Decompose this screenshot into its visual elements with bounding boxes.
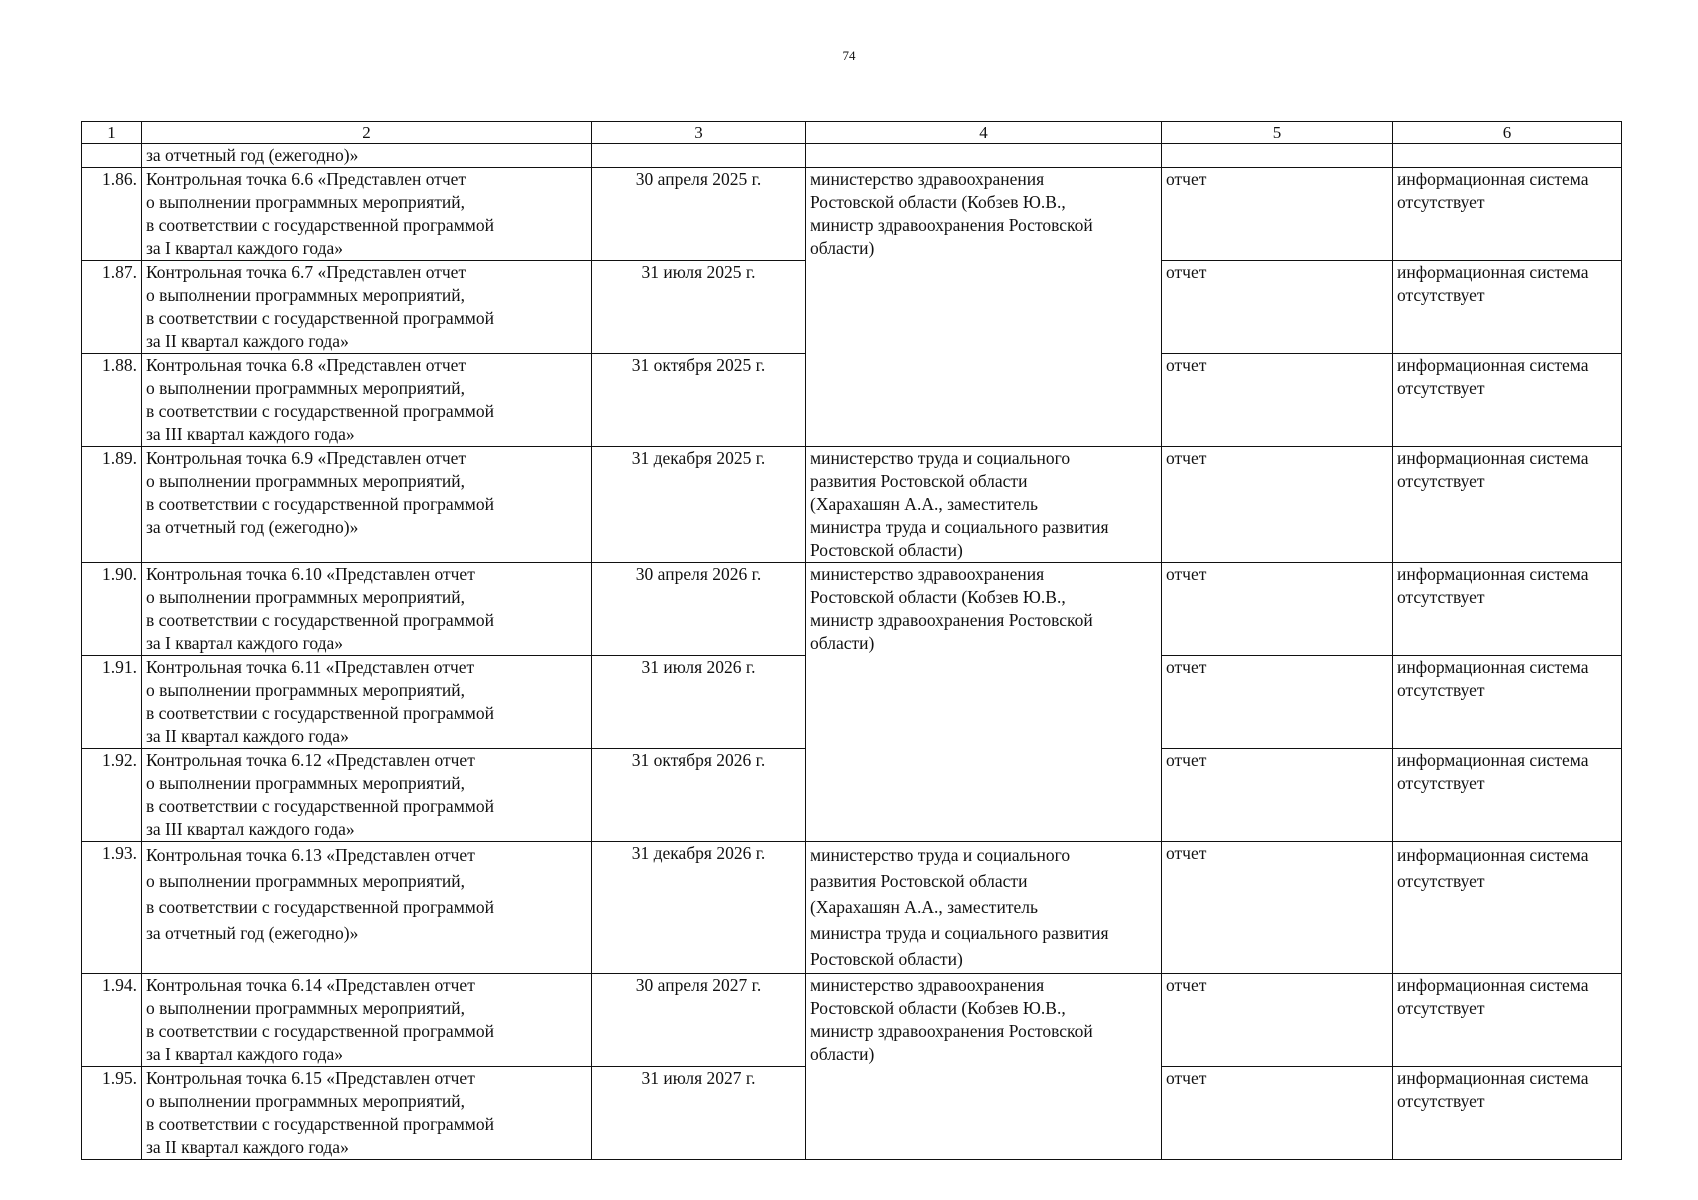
row-number: 1.88. [82, 354, 142, 447]
info-system: информационная система отсутствует [1393, 656, 1622, 749]
point-name: Контрольная точка 6.6 «Представлен отчет о выполнении программных мероприятий, в соответствии с государственной программой за I квартал каждого года» [142, 168, 592, 261]
document-type: отчет [1162, 354, 1393, 447]
document-type: отчет [1162, 656, 1393, 749]
table-row [82, 447, 1622, 563]
point-name: Контрольная точка 6.14 «Представлен отчет о выполнении программных мероприятий, в соответствии с государственной программой за I квартал каждого года» [142, 974, 592, 1067]
document-type [1162, 144, 1393, 168]
column-header: 4 [806, 122, 1162, 144]
executor: министерство здравоохранения Ростовской области (Кобзев Ю.В., министр здравоохранения Ростовской области) [806, 168, 1162, 447]
due-date: 31 декабря 2025 г. [592, 447, 806, 563]
table-row [82, 974, 1622, 1067]
point-name: Контрольная точка 6.13 «Представлен отчет о выполнении программных мероприятий, в соответствии с государственной программой за отчетный год (ежегодно)» [142, 842, 592, 974]
due-date [592, 144, 806, 168]
point-name: за отчетный год (ежегодно)» [142, 144, 592, 168]
page-number: 74 [842, 48, 856, 63]
table-row [82, 168, 1622, 261]
point-name: Контрольная точка 6.12 «Представлен отчет о выполнении программных мероприятий, в соответствии с государственной программой за III квартал каждого года» [142, 749, 592, 842]
point-name: Контрольная точка 6.15 «Представлен отчет о выполнении программных мероприятий, в соответствии с государственной программой за II квартал каждого года» [142, 1067, 592, 1160]
table-row [82, 563, 1622, 656]
point-name: Контрольная точка 6.9 «Представлен отчет о выполнении программных мероприятий, в соответствии с государственной программой за отчетный год (ежегодно)» [142, 447, 592, 563]
info-system: информационная система отсутствует [1393, 261, 1622, 354]
column-header: 2 [142, 122, 592, 144]
point-name: Контрольная точка 6.11 «Представлен отчет о выполнении программных мероприятий, в соответствии с государственной программой за II квартал каждого года» [142, 656, 592, 749]
info-system: информационная система отсутствует [1393, 563, 1622, 656]
document-type: отчет [1162, 1067, 1393, 1160]
document-type: отчет [1162, 749, 1393, 842]
control-points-table [81, 121, 1622, 1160]
row-number: 1.93. [82, 842, 142, 974]
due-date: 31 июля 2025 г. [592, 261, 806, 354]
continuation-row [82, 144, 1622, 168]
table-row [82, 842, 1622, 974]
due-date: 30 апреля 2025 г. [592, 168, 806, 261]
due-date: 31 июля 2027 г. [592, 1067, 806, 1160]
column-header: 1 [82, 122, 142, 144]
info-system: информационная система отсутствует [1393, 1067, 1622, 1160]
executor: министерство труда и социального развития Ростовской области (Харахашян А.А., заместитель министра труда и социального развития Ростовской области) [806, 447, 1162, 563]
due-date: 31 октября 2026 г. [592, 749, 806, 842]
executor: министерство здравоохранения Ростовской области (Кобзев Ю.В., министр здравоохранения Ростовской области) [806, 563, 1162, 842]
info-system: информационная система отсутствует [1393, 974, 1622, 1067]
due-date: 31 октября 2025 г. [592, 354, 806, 447]
row-number: 1.89. [82, 447, 142, 563]
row-number: 1.95. [82, 1067, 142, 1160]
executor: министерство труда и социального развития Ростовской области (Харахашян А.А., заместитель министра труда и социального развития Ростовской области) [806, 842, 1162, 974]
due-date: 30 апреля 2026 г. [592, 563, 806, 656]
document-type: отчет [1162, 168, 1393, 261]
info-system: информационная система отсутствует [1393, 749, 1622, 842]
executor: министерство здравоохранения Ростовской области (Кобзев Ю.В., министр здравоохранения Ростовской области) [806, 974, 1162, 1160]
document-type: отчет [1162, 974, 1393, 1067]
due-date: 31 июля 2026 г. [592, 656, 806, 749]
row-number: 1.90. [82, 563, 142, 656]
column-header: 6 [1393, 122, 1622, 144]
info-system [1393, 144, 1622, 168]
document-type: отчет [1162, 842, 1393, 974]
row-number: 1.91. [82, 656, 142, 749]
point-name: Контрольная точка 6.10 «Представлен отчет о выполнении программных мероприятий, в соответствии с государственной программой за I квартал каждого года» [142, 563, 592, 656]
row-number: 1.92. [82, 749, 142, 842]
row-number [82, 144, 142, 168]
document-type: отчет [1162, 447, 1393, 563]
info-system: информационная система отсутствует [1393, 842, 1622, 974]
info-system: информационная система отсутствует [1393, 447, 1622, 563]
column-header: 5 [1162, 122, 1393, 144]
row-number: 1.94. [82, 974, 142, 1067]
row-number: 1.87. [82, 261, 142, 354]
info-system: информационная система отсутствует [1393, 354, 1622, 447]
document-type: отчет [1162, 261, 1393, 354]
point-name: Контрольная точка 6.7 «Представлен отчет о выполнении программных мероприятий, в соответствии с государственной программой за II квартал каждого года» [142, 261, 592, 354]
info-system: информационная система отсутствует [1393, 168, 1622, 261]
table-header-row [82, 122, 1622, 144]
due-date: 30 апреля 2027 г. [592, 974, 806, 1067]
due-date: 31 декабря 2026 г. [592, 842, 806, 974]
document-type: отчет [1162, 563, 1393, 656]
executor [806, 144, 1162, 168]
point-name: Контрольная точка 6.8 «Представлен отчет о выполнении программных мероприятий, в соответствии с государственной программой за III квартал каждого года» [142, 354, 592, 447]
row-number: 1.86. [82, 168, 142, 261]
column-header: 3 [592, 122, 806, 144]
